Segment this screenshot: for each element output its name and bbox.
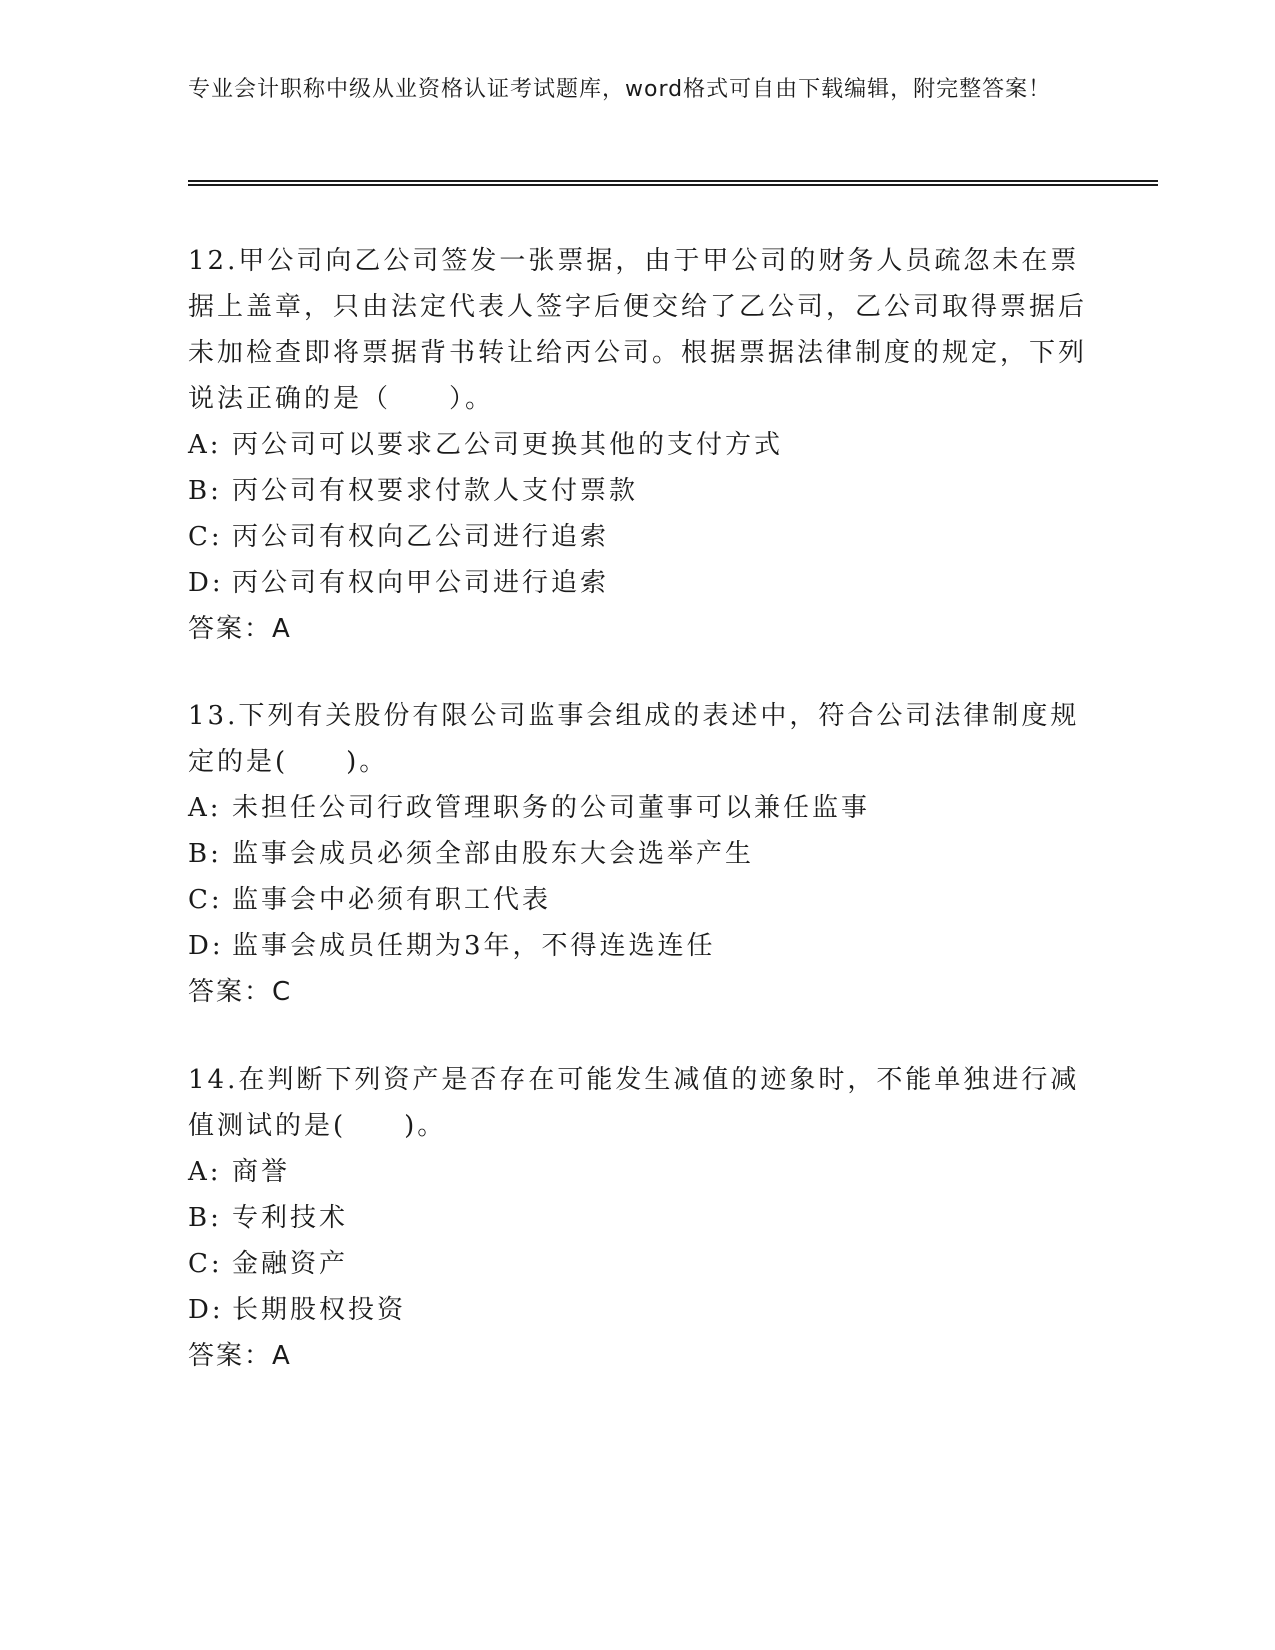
option-d xyxy=(188,560,1088,606)
option-text: 丙公司有权向甲公司进行追索 xyxy=(232,568,610,598)
option-letter: B: xyxy=(188,476,222,506)
option-letter: A: xyxy=(188,1157,222,1187)
option-letter: D: xyxy=(188,568,224,598)
option-text: 金融资产 xyxy=(232,1249,349,1279)
option-a xyxy=(188,1149,1088,1195)
option-letter: C: xyxy=(188,1249,223,1279)
question-stem: 12.甲公司向乙公司签发一张票据，由于甲公司的财务人员疏忽未在票据上盖章，只由法定代表人签字后便交给了乙公司，乙公司取得票据后未加检查即将票据背书转让给丙公司。根据票据法律制度的规定，下列说法正确的是（ ）。 xyxy=(188,246,1088,414)
option-b xyxy=(188,468,1088,514)
option-b xyxy=(188,831,1088,877)
option-letter: B: xyxy=(188,1203,222,1233)
option-letter: B: xyxy=(188,839,222,869)
question-stem: 13.下列有关股份有限公司监事会组成的表述中，符合公司法律制度规定的是( )。 xyxy=(188,701,1080,777)
question-stem: 14.在判断下列资产是否存在可能发生减值的迹象时，不能单独进行减值测试的是( )。 xyxy=(188,1065,1080,1141)
option-a xyxy=(188,422,1088,468)
option-text: 商誉 xyxy=(232,1157,291,1187)
option-text: 未担任公司行政管理职务的公司董事可以兼任监事 xyxy=(232,793,871,823)
option-text: 监事会成员必须全部由股东大会选举产生 xyxy=(232,839,755,869)
option-letter: D: xyxy=(188,931,224,961)
option-text: 监事会中必须有职工代表 xyxy=(232,885,552,915)
option-a xyxy=(188,785,1088,831)
option-d xyxy=(188,1287,1088,1333)
header-divider-top xyxy=(188,180,1158,182)
answer-line: 答案：A xyxy=(188,1341,292,1371)
option-text: 长期股权投资 xyxy=(232,1295,407,1325)
option-text: 监事会成员任期为3年，不得连选连任 xyxy=(232,931,716,961)
option-c xyxy=(188,877,1088,923)
answer-line: 答案：C xyxy=(188,977,293,1007)
option-letter: A: xyxy=(188,430,222,460)
option-c xyxy=(188,514,1088,560)
option-letter: A: xyxy=(188,793,222,823)
option-letter: D: xyxy=(188,1295,224,1325)
question-14 xyxy=(188,1057,1088,1379)
option-text: 丙公司有权向乙公司进行追索 xyxy=(232,522,610,552)
question-13 xyxy=(188,693,1088,1015)
option-text: 丙公司有权要求付款人支付票款 xyxy=(232,476,639,506)
option-c xyxy=(188,1241,1088,1287)
option-d xyxy=(188,923,1088,969)
option-b xyxy=(188,1195,1088,1241)
option-text: 丙公司可以要求乙公司更换其他的支付方式 xyxy=(232,430,784,460)
answer-line: 答案：A xyxy=(188,614,292,644)
option-text: 专利技术 xyxy=(232,1203,349,1233)
page-header: 专业会计职称中级从业资格认证考试题库，word格式可自由下载编辑，附完整答案！ xyxy=(188,77,1052,102)
option-letter: C: xyxy=(188,885,223,915)
header-divider-bottom xyxy=(188,184,1158,186)
question-12 xyxy=(188,238,1088,652)
option-letter: C: xyxy=(188,522,223,552)
